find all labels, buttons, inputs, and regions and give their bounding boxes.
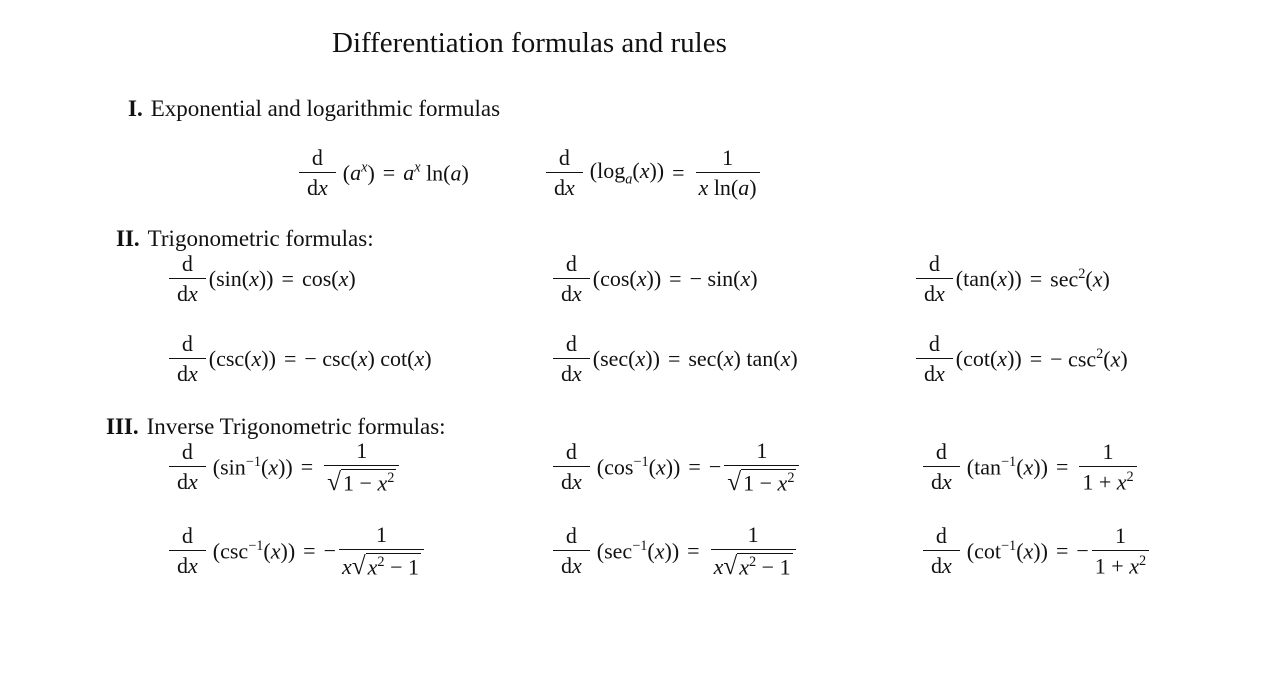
rhs-fraction: $\frac{1}{\text{x ln(a)}}$: [696, 146, 760, 200]
section-number: II.: [116, 226, 140, 251]
formula-derivative-exponential: $\frac{d}{dx}$ $(a^x)$ = $a^x$ ln(a): [296, 142, 469, 204]
formula-derivative-arctan: $\frac{d}{dx}$ $(\tan^{-1}(x))$ = $\frac{1}{1 + x^2}$: [920, 436, 1140, 498]
derivative-operator: $\frac{d}{dx}$: [299, 146, 336, 200]
derivative-operator: $\frac{d}{dx}$: [546, 146, 583, 200]
section-label: Exponential and logarithmic formulas: [150, 96, 501, 121]
formula-derivative-logarithm: $\frac{d}{dx}$ $(\log_a(x))$ = $\frac{1}{\text{x ln(a)}}$: [543, 142, 763, 204]
section-number: I.: [128, 96, 143, 121]
formula-derivative-arccsc: $\frac{d}{dx}$ $(\csc^{-1}(x))$ = − 1 x √ $x^2 - 1$: [166, 520, 427, 582]
formula-derivative-cos: $\frac{d}{dx}$ (cos(x)) = − sin(x): [550, 248, 758, 310]
section-number: III.: [106, 414, 139, 439]
formula-derivative-sec: $\frac{d}{dx}$ (sec(x)) = sec(x) tan(x): [550, 328, 798, 390]
formula-derivative-arccos: $\frac{d}{dx}$ $(\cos^{-1}(x))$ = − 1 √ $1 - x^2$: [550, 436, 802, 498]
formula-derivative-cot: $\frac{d}{dx}$ (cot(x)) = − $\csc^2(x)$: [913, 328, 1128, 390]
formula-derivative-arccot: $\frac{d}{dx}$ $(\cot^{-1}(x))$ = − $\frac{1}{1 + x^2}$: [920, 520, 1152, 582]
formula-derivative-arcsin: $\frac{d}{dx}$ $(\sin^{-1}(x))$ = 1 √ $1 - x^2$: [166, 436, 402, 498]
section-label: Trigonometric formulas:: [147, 226, 374, 251]
formula-derivative-sin: $\frac{d}{dx}$ (sin(x)) = cos(x): [166, 248, 356, 310]
formula-derivative-arcsec: $\frac{d}{dx}$ $(\sec^{-1}(x))$ = 1 x √ $x^2 - 1$: [550, 520, 799, 582]
section-label: Inverse Trigonometric formulas:: [146, 414, 446, 439]
formula-derivative-tan: $\frac{d}{dx}$ (tan(x)) = $\sec^2(x)$: [913, 248, 1110, 310]
page-title: Differentiation formulas and rules: [332, 27, 727, 59]
formula-derivative-csc: $\frac{d}{dx}$ (csc(x)) = − csc(x) cot(x): [166, 328, 432, 390]
section-heading-exponential: [128, 96, 500, 122]
